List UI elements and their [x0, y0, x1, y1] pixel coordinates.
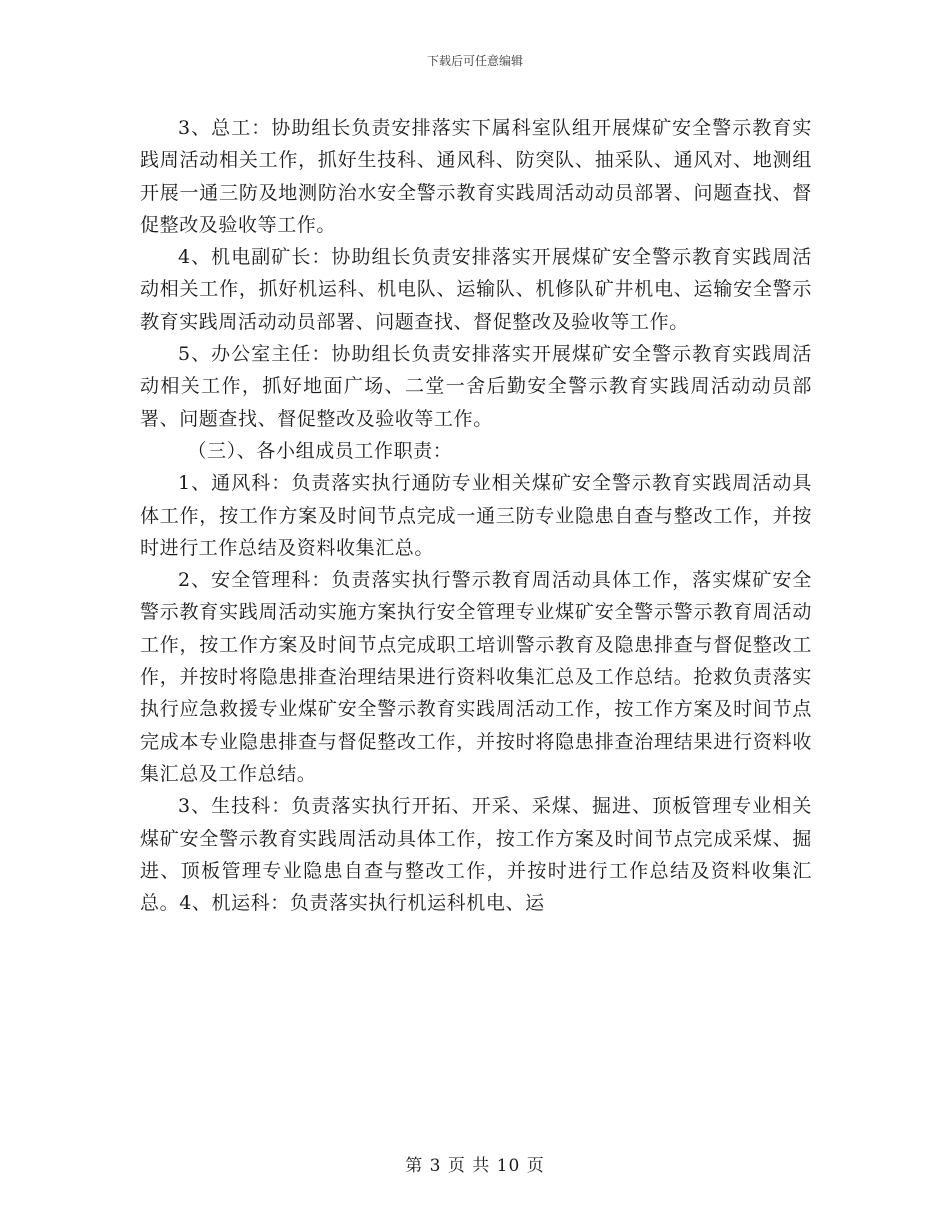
- page-number-footer: 第 3 页 共 10 页: [405, 1156, 545, 1176]
- paragraph-ventilation-dept: 1、通风科：负责落实执行通防专业相关煤矿安全警示教育实践周活动具体工作，按工作方案及时间节点完成一通三防专业隐患自查与整改工作，并按时进行工作总结及资料收集汇总。: [140, 472, 812, 559]
- paragraph-chief-engineer: 3、总工：协助组长负责安排落实下属科室队组开展煤矿安全警示教育实践周活动相关工作，抓好生技科、通风科、防突队、抽采队、通风对、地测组开展一通三防及地测防治水安全警示教育实践周活动动员部署、问题查找、督促整改及验收等工作。: [140, 117, 812, 236]
- document-body: [140, 112, 812, 919]
- section-heading-member-duties: （三）、各小组成员工作职责：: [187, 439, 453, 462]
- paragraph-office-director: 5、办公室主任：协助组长负责安排落实开展煤矿安全警示教育实践周活动相关工作，抓好地面广场、二堂一舍后勤安全警示教育实践周活动动员部署、问题查找、督促整改及验收等工作。: [140, 343, 812, 430]
- paragraph-production-tech-dept: 3、生技科：负责落实执行开拓、开采、采煤、掘进、顶板管理专业相关煤矿安全警示教育实践周活动具体工作，按工作方案及时间节点完成采煤、掘进、顶板管理专业隐患自查与整改工作，并按时进行工作总结及资料收集汇总。4、机运科：负责落实执行机运科机电、运: [140, 795, 812, 915]
- paragraph-electromechanical-deputy: 4、机电副矿长：协助组长负责安排落实开展煤矿安全警示教育实践周活动相关工作，抓好机运科、机电队、运输队、机修队矿井机电、运输安全警示教育实践周活动动员部署、问题查找、督促整改及验收等工作。: [140, 246, 812, 333]
- paragraph-safety-management-dept: 2、安全管理科：负责落实执行警示教育周活动具体工作，落实煤矿安全警示教育实践周活动实施方案执行安全管理专业煤矿安全警示警示教育周活动工作，按工作方案及时间节点完成职工培训警示教育及隐患排查与督促整改工作，并按时将隐患排查治理结果进行资料收集汇总及工作总结。抢救负责落实执行应急救援专业煤矿安全警示教育实践周活动工作，按工作方案及时间节点完成本专业隐患排查与督促整改工作，并按时将隐患排查治理结果进行资料收集汇总及工作总结。: [140, 569, 812, 785]
- page-header-note: 下载后可任意编辑: [426, 54, 523, 68]
